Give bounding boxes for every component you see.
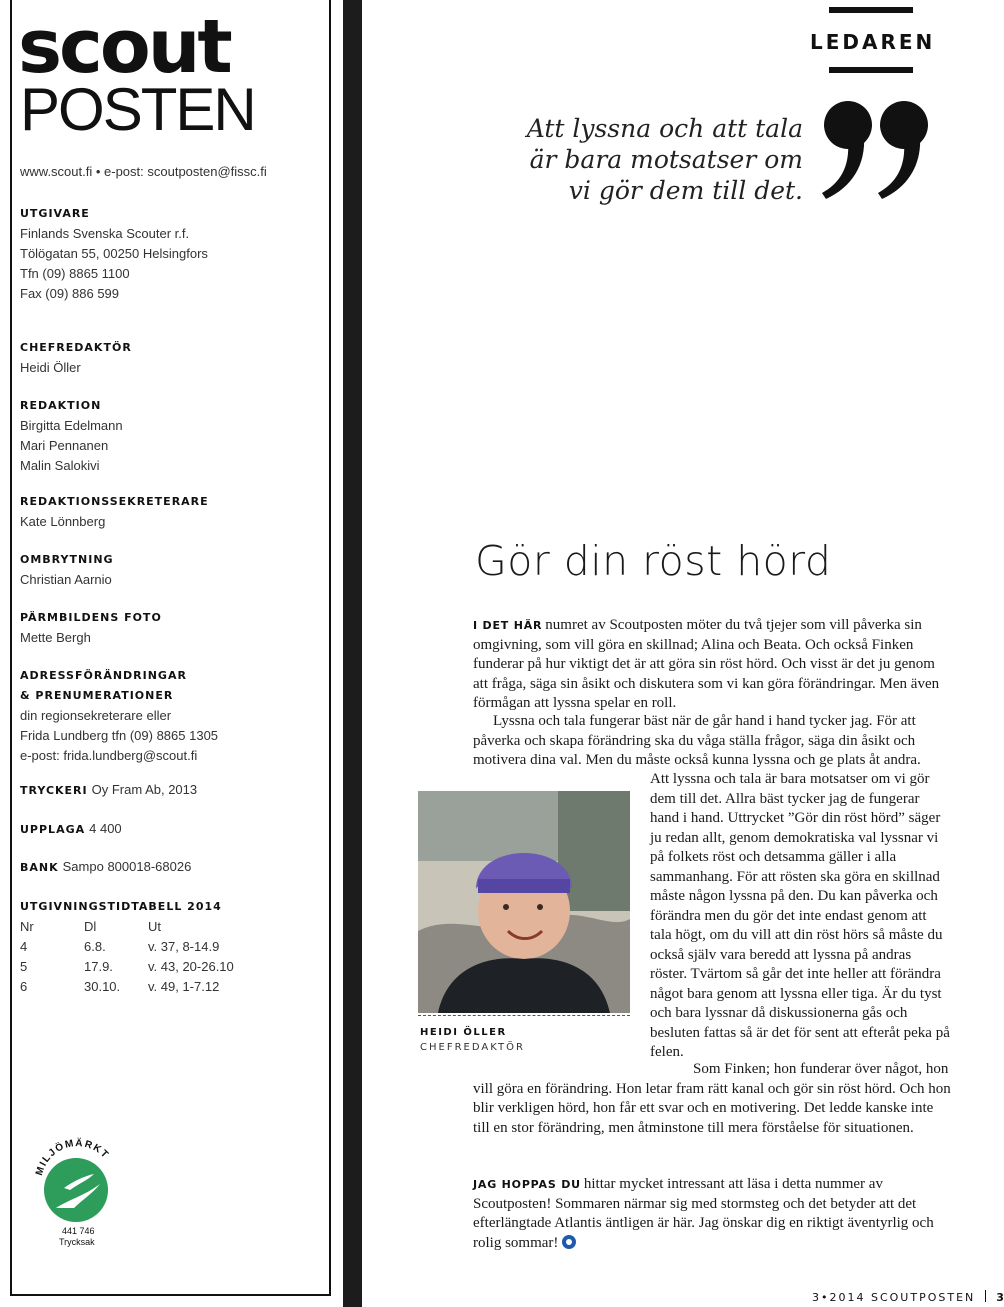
utgivare-line: Tölögatan 55, 00250 Helsingfors — [20, 246, 208, 261]
utgivare-heading: UTGIVARE — [20, 207, 90, 220]
redaktion-name: Birgitta Edelmann — [20, 418, 123, 433]
adress-heading: & PRENUMERATIONER — [20, 689, 174, 702]
chefredaktor-heading: CHEFREDAKTÖR — [20, 341, 132, 354]
tryckeri-label: TRYCKERI — [20, 784, 88, 797]
schedule-col-dl: Dl — [84, 919, 97, 934]
schedule-cell: v. 43, 20-26.10 — [148, 959, 234, 974]
schedule-row — [20, 937, 234, 957]
paragraph-text: hittar mycket intressant att läsa i detta nummer av Scoutposten! Sommaren närmar sig med stormsteg och det betyder att det efterlängtade Atlantis äntligen är här. Jag önskar dig en riktigt äventyrlig och rolig sommar! — [473, 1176, 934, 1251]
utgivare-section — [20, 204, 208, 304]
schedule-header-row — [20, 917, 234, 937]
schedule-cell: 5 — [20, 959, 28, 974]
paragraph-text: numret av Scoutposten möter du två tjejer som vill påverka sin omgivning, som vill göra en skillnad; Alina och Beata. Och också Finken funderar på hur viktigt det är att göra sin röst hörd. Och visst är det ju genom att fråga, säga sin åsikt och diskutera som vi kan göra förändringar. Men även förmågan att lyssna spelar en roll. — [473, 617, 940, 711]
chefredaktor-section — [20, 338, 132, 378]
schedule-row — [20, 957, 234, 977]
eco-circle — [44, 1158, 108, 1222]
portrait-photo — [418, 791, 630, 1013]
redaktionssekreterare-section — [20, 492, 209, 532]
pull-quote: Att lyssna och att tala är bara motsatser om vi gör dem till det. — [526, 114, 803, 205]
adress-line: din regionsekreterare eller — [20, 708, 172, 723]
redaktion-section — [20, 396, 123, 476]
schedule-cell: 17.9. — [84, 959, 113, 974]
schedule-cell: 30.10. — [84, 979, 121, 994]
bank-value: Sampo 800018-68026 — [62, 859, 192, 874]
upplaga-section — [20, 819, 122, 840]
contact-line: www.scout.fi • e-post: scoutposten@fissc.fi — [20, 164, 267, 179]
redaktionssekreterare-heading: REDAKTIONSSEKRETERARE — [20, 495, 209, 508]
schedule-table — [20, 917, 234, 997]
article-paragraph: Som Finken; hon funderar över något, hon vill göra en förändring. Hon letar fram rätt kanal och gör sin röst hörd. Och hon blir verkligen hörd, hon får ett svar och en motivering. Det ledde kanske inte till en stor förändring, men åtminstone till mera förståelse för situationen. — [473, 1061, 951, 1136]
utgivare-line: Fax (09) 886 599 — [20, 286, 120, 301]
logo-scout: scout — [18, 4, 230, 90]
ombrytning-name: Christian Aarnio — [20, 572, 112, 587]
schedule-heading: UTGIVNINGSTIDTABELL 2014 — [20, 900, 222, 913]
tryckeri-value: Oy Fram Ab, 2013 — [91, 782, 198, 797]
masthead-sidebar — [10, 0, 331, 1296]
parmbild-name: Mette Bergh — [20, 630, 91, 645]
redaktionssekreterare-name: Kate Lönnberg — [20, 514, 106, 529]
page-footer — [812, 1290, 1004, 1304]
bank-label: BANK — [20, 861, 59, 874]
chefredaktor-name: Heidi Öller — [20, 360, 81, 375]
article-paragraph: Lyssna och tala fungerar bäst när de går hand i hand tycker jag. För att påverka och skapa förändring ska du våga ställa frågor, säga din åsikt och motivera dina val. Men du måste också kunna lyssna och ge plats åt andra. — [473, 713, 921, 768]
adress-line: e-post: frida.lundberg@scout.fi — [20, 748, 198, 763]
eco-label-top: MILJÖMÄRKT — [34, 1137, 112, 1177]
caption-role: CHEFREDAKTÖR — [420, 1042, 525, 1053]
bank-section — [20, 857, 191, 878]
caption-name: HEIDI ÖLLER — [420, 1027, 507, 1038]
paragraph-lead: I DET HÄR — [473, 619, 543, 632]
page-number: 3 — [996, 1291, 1004, 1304]
eco-label-number: 441 746 — [62, 1226, 95, 1236]
article-paragraph — [473, 1175, 951, 1253]
quote-marks-icon — [818, 95, 938, 205]
article-paragraph: Att lyssna och tala är bara motsatser om vi gör dem till det. Allra bäst tycker jag de fungerar hand i hand. Uttrycket ”Gör din röst hörd” säger ju redan allt, genom demokratiska val lyssnar vi på folkets röst och detsamma gäller i alla sammanhang. För att rösten ska göra en skillnad måste någon lyssna på den. Du kan påverka och förändra men du gör det inte endast genom att tala högt, om du vill att din röst hörs så måste du också själv vara beredd att lyssna på andras röster. Tvärtom så går det inte heller att förändra något bara genom att lyssna eller tiga. Är du tyst och bara lyssnar då diskussionerna gås och besluten fattas så är det för sent att efteråt peka på felen. — [650, 771, 950, 1060]
ombrytning-heading: OMBRYTNING — [20, 553, 114, 566]
adress-section — [20, 666, 218, 766]
utgivare-line: Finlands Svenska Scouter r.f. — [20, 226, 190, 241]
caption-rule — [418, 1015, 630, 1016]
ombrytning-section — [20, 550, 114, 590]
adress-line: Frida Lundberg tfn (09) 8865 1305 — [20, 728, 219, 743]
upplaga-label: UPPLAGA — [20, 823, 86, 836]
schedule-cell: v. 49, 1-7.12 — [148, 979, 220, 994]
redaktion-heading: REDAKTION — [20, 399, 102, 412]
divider-bar — [343, 0, 362, 1307]
article-title: Gör din röst hörd — [475, 537, 832, 585]
schedule-section — [20, 897, 234, 997]
schedule-col-nr: Nr — [20, 919, 34, 934]
schedule-row — [20, 977, 234, 997]
scout-end-icon — [562, 1235, 576, 1249]
eco-label — [34, 1130, 118, 1250]
adress-heading: ADRESSFÖRÄNDRINGAR — [20, 669, 187, 682]
paragraph-lead: JAG HOPPAS DU — [473, 1178, 581, 1191]
footer-issue: 3•2014 SCOUTPOSTEN — [812, 1291, 976, 1304]
schedule-col-ut: Ut — [148, 919, 161, 934]
article-paragraph — [473, 616, 951, 714]
tryckeri-section — [20, 780, 197, 801]
utgivare-line: Tfn (09) 8865 1100 — [20, 266, 130, 281]
upplaga-value: 4 400 — [89, 821, 122, 836]
redaktion-name: Mari Pennanen — [20, 438, 109, 453]
schedule-cell: v. 37, 8-14.9 — [148, 939, 220, 954]
logo-posten: POSTEN — [20, 76, 255, 143]
section-rule-bottom — [829, 67, 913, 73]
parmbild-heading: PÄRMBILDENS FOTO — [20, 611, 162, 624]
footer-divider — [985, 1290, 986, 1302]
schedule-cell: 4 — [20, 939, 28, 954]
section-label: LEDAREN — [810, 30, 936, 54]
parmbild-section — [20, 608, 162, 648]
redaktion-name: Malin Salokivi — [20, 458, 100, 473]
section-rule-top — [829, 7, 913, 13]
schedule-cell: 6 — [20, 979, 28, 994]
eco-label-type: Trycksak — [59, 1237, 95, 1247]
schedule-cell: 6.8. — [84, 939, 106, 954]
